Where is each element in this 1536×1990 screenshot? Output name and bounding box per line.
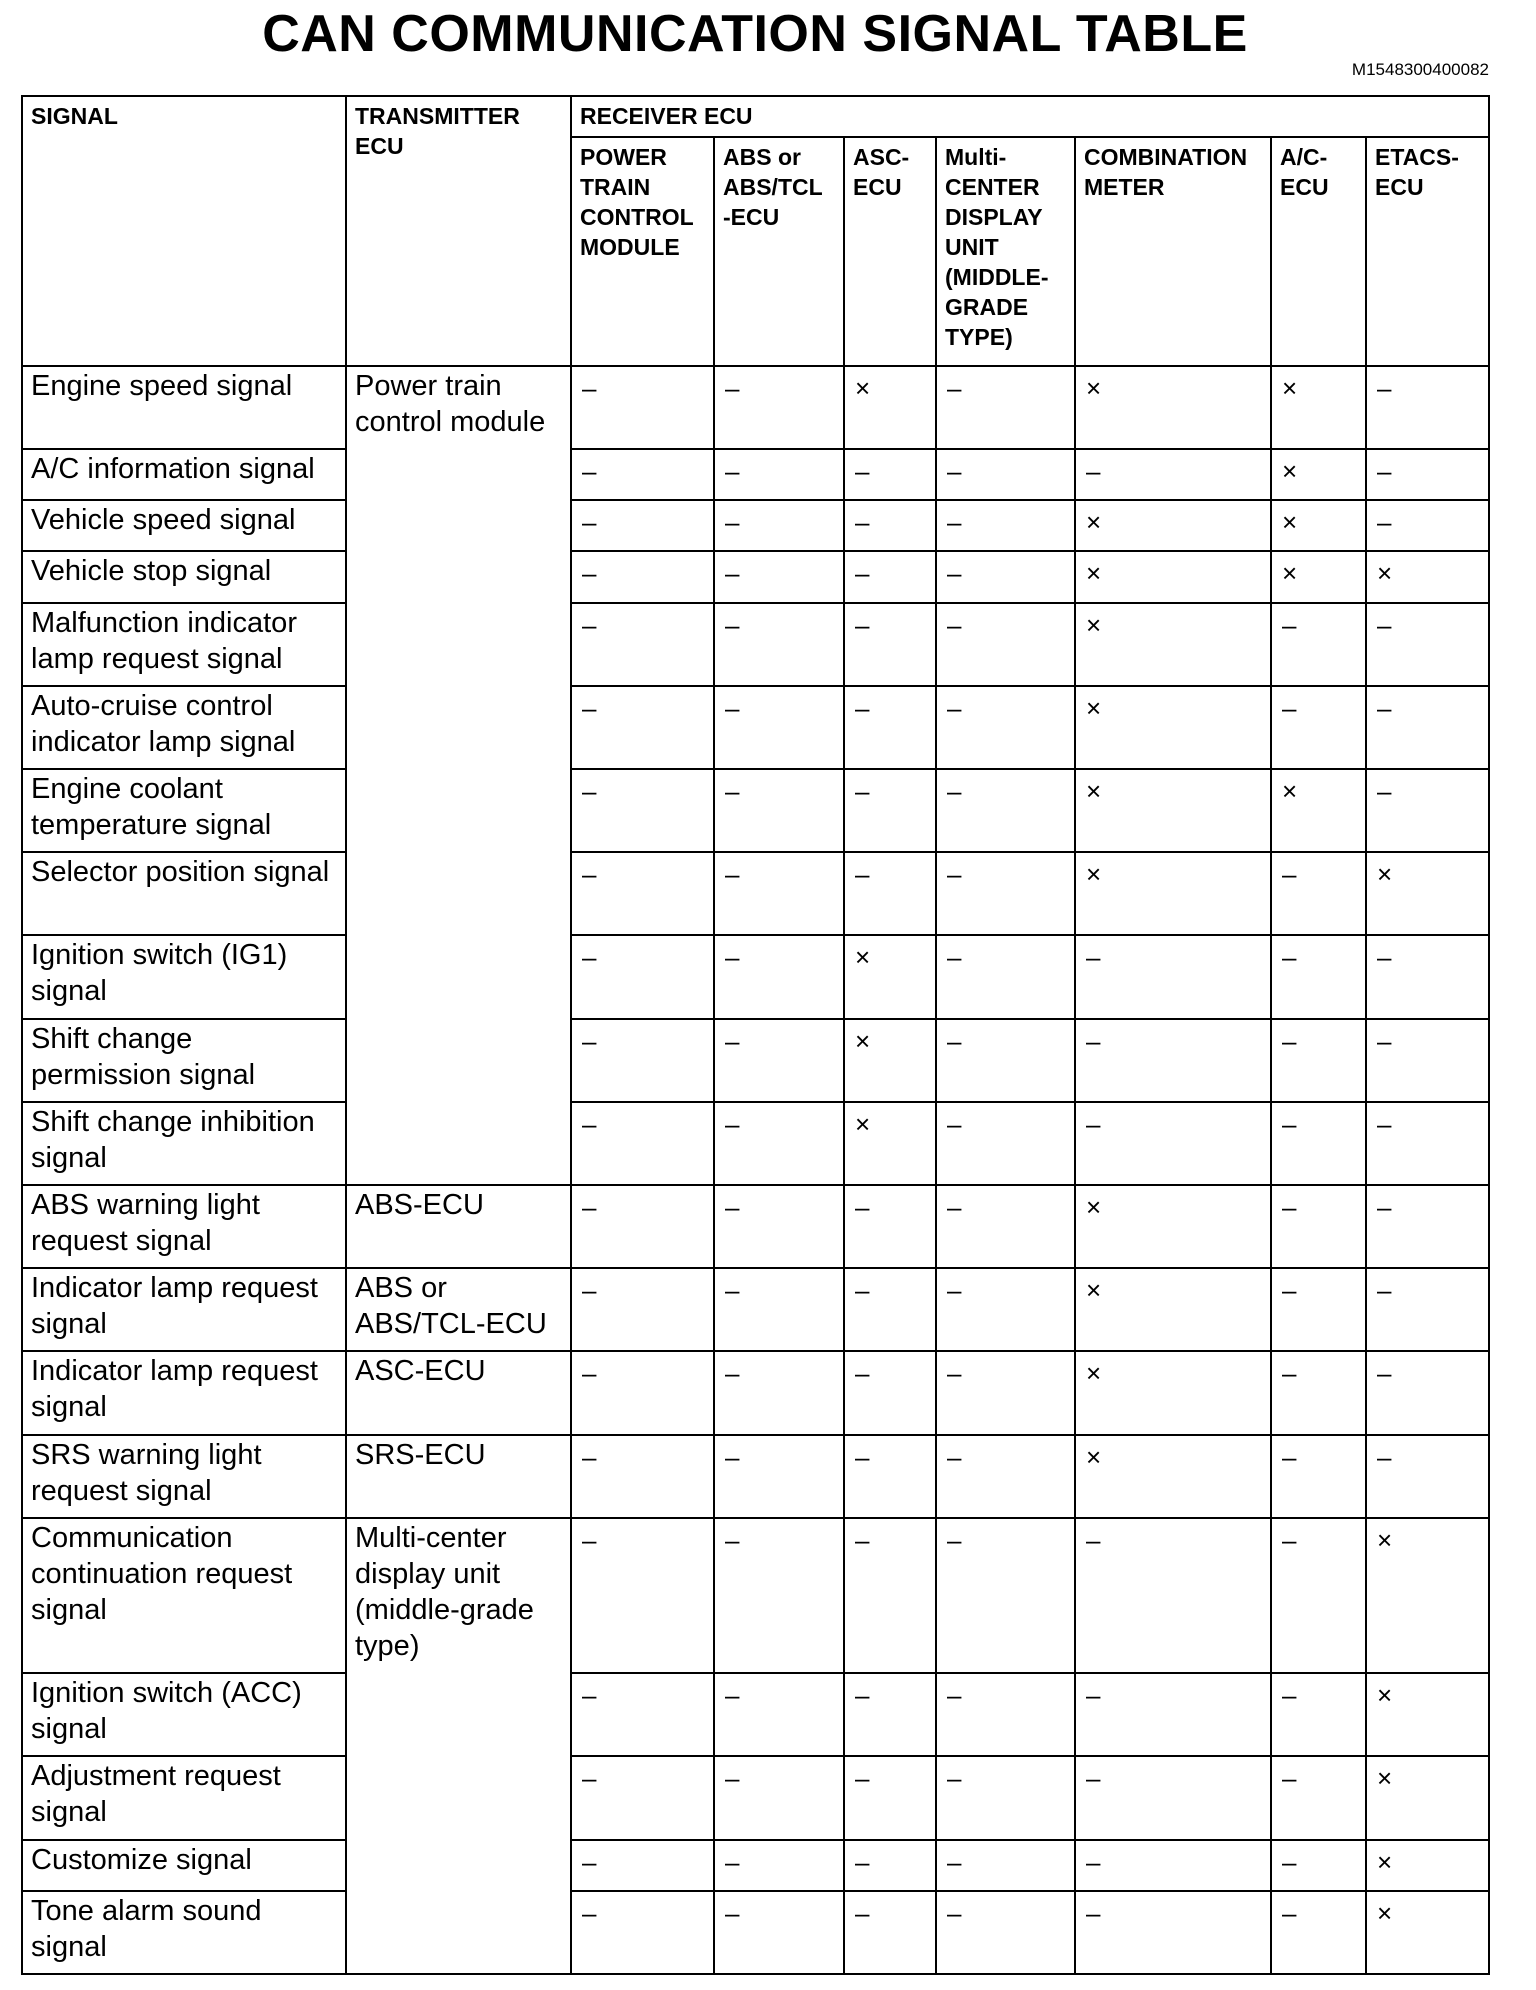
- receiver-mark-cell: –: [936, 1673, 1075, 1756]
- receiver-mark-cell: –: [844, 686, 936, 769]
- receiver-mark-cell: –: [714, 935, 844, 1018]
- receiver-mark-cell: –: [714, 769, 844, 852]
- receiver-mark-cell: –: [844, 1185, 936, 1268]
- receiver-mark-cell: –: [714, 551, 844, 602]
- receiver-mark-cell: –: [1366, 366, 1489, 449]
- receiver-mark-cell: –: [714, 366, 844, 449]
- receiver-mark-cell: –: [1271, 1351, 1366, 1434]
- receiver-mark-cell: –: [844, 1435, 936, 1518]
- signal-name-cell: Malfunction indicator lamp request signal: [22, 603, 346, 686]
- receiver-mark-cell: –: [714, 1019, 844, 1102]
- receiver-mark-cell: –: [1075, 1840, 1271, 1891]
- receiver-mark-cell: ×: [1366, 1840, 1489, 1891]
- receiver-mark-cell: ×: [1366, 1518, 1489, 1673]
- page-title: CAN COMMUNICATION SIGNAL TABLE: [262, 5, 1248, 63]
- receiver-mark-cell: –: [714, 1840, 844, 1891]
- receiver-mark-cell: –: [571, 603, 714, 686]
- receiver-mark-cell: –: [1271, 935, 1366, 1018]
- receiver-mark-cell: –: [714, 1518, 844, 1673]
- table-row: [22, 1435, 1489, 1518]
- signal-name-cell: Vehicle speed signal: [22, 500, 346, 551]
- transmitter-ecu-cell: SRS-ECU: [346, 1435, 571, 1518]
- can-signal-table: [21, 95, 1490, 1975]
- receiver-mark-cell: –: [844, 1891, 936, 1974]
- receiver-mark-cell: –: [844, 500, 936, 551]
- header-receiver-combination-meter: COMBINATION METER: [1075, 137, 1271, 366]
- table-row: [22, 449, 1489, 500]
- receiver-mark-cell: ×: [844, 935, 936, 1018]
- receiver-mark-cell: ×: [1075, 852, 1271, 935]
- receiver-mark-cell: –: [1366, 500, 1489, 551]
- signal-name-cell: Ignition switch (IG1) signal: [22, 935, 346, 1018]
- receiver-mark-cell: –: [714, 1435, 844, 1518]
- table-row: [22, 366, 1489, 449]
- receiver-mark-cell: –: [1366, 1102, 1489, 1185]
- receiver-mark-cell: –: [571, 769, 714, 852]
- receiver-mark-cell: ×: [1075, 603, 1271, 686]
- table-row: [22, 935, 1489, 1018]
- signal-name-cell: Vehicle stop signal: [22, 551, 346, 602]
- receiver-mark-cell: –: [936, 686, 1075, 769]
- receiver-mark-cell: –: [1271, 686, 1366, 769]
- receiver-mark-cell: ×: [844, 366, 936, 449]
- receiver-mark-cell: ×: [1075, 686, 1271, 769]
- receiver-mark-cell: –: [714, 1891, 844, 1974]
- receiver-mark-cell: –: [714, 1756, 844, 1839]
- receiver-mark-cell: –: [1271, 1185, 1366, 1268]
- table-row: [22, 1840, 1489, 1891]
- receiver-mark-cell: ×: [1271, 769, 1366, 852]
- receiver-mark-cell: –: [844, 1756, 936, 1839]
- receiver-mark-cell: –: [714, 500, 844, 551]
- receiver-mark-cell: –: [936, 1268, 1075, 1351]
- receiver-mark-cell: –: [571, 686, 714, 769]
- signal-name-cell: Shift change inhibition signal: [22, 1102, 346, 1185]
- receiver-mark-cell: ×: [1366, 1673, 1489, 1756]
- receiver-mark-cell: –: [571, 1840, 714, 1891]
- receiver-mark-cell: –: [936, 366, 1075, 449]
- document-id: M1548300400082: [1351, 60, 1489, 79]
- receiver-mark-cell: –: [936, 1840, 1075, 1891]
- table-row: [22, 1891, 1489, 1974]
- receiver-mark-cell: –: [1366, 1268, 1489, 1351]
- receiver-mark-cell: –: [936, 1756, 1075, 1839]
- receiver-mark-cell: –: [571, 1435, 714, 1518]
- receiver-mark-cell: –: [714, 686, 844, 769]
- receiver-mark-cell: –: [571, 852, 714, 935]
- receiver-mark-cell: –: [936, 500, 1075, 551]
- table-row: [22, 852, 1489, 935]
- receiver-mark-cell: ×: [1075, 500, 1271, 551]
- receiver-mark-cell: –: [714, 852, 844, 935]
- receiver-mark-cell: –: [844, 852, 936, 935]
- receiver-mark-cell: –: [1075, 935, 1271, 1018]
- receiver-mark-cell: –: [1366, 935, 1489, 1018]
- receiver-mark-cell: –: [936, 1351, 1075, 1434]
- receiver-mark-cell: –: [1075, 1102, 1271, 1185]
- receiver-mark-cell: –: [1075, 1891, 1271, 1974]
- receiver-mark-cell: ×: [1366, 1756, 1489, 1839]
- receiver-mark-cell: –: [1271, 1673, 1366, 1756]
- receiver-mark-cell: –: [936, 935, 1075, 1018]
- receiver-mark-cell: ×: [1366, 551, 1489, 602]
- signal-name-cell: Tone alarm sound signal: [22, 1891, 346, 1974]
- signal-name-cell: Selector position signal: [22, 852, 346, 935]
- receiver-mark-cell: –: [844, 1673, 936, 1756]
- receiver-mark-cell: ×: [1366, 852, 1489, 935]
- receiver-mark-cell: –: [571, 1102, 714, 1185]
- signal-name-cell: Engine speed signal: [22, 366, 346, 449]
- receiver-mark-cell: –: [1271, 1102, 1366, 1185]
- signal-name-cell: Ignition switch (ACC) signal: [22, 1673, 346, 1756]
- table-row: [22, 769, 1489, 852]
- receiver-mark-cell: –: [1366, 1185, 1489, 1268]
- signal-name-cell: A/C information signal: [22, 449, 346, 500]
- header-signal: SIGNAL: [22, 96, 346, 366]
- receiver-mark-cell: –: [1366, 449, 1489, 500]
- transmitter-ecu-cell: Multi-center display unit (middle-grade type): [346, 1518, 571, 1974]
- receiver-mark-cell: –: [936, 1435, 1075, 1518]
- receiver-mark-cell: –: [1271, 603, 1366, 686]
- signal-name-cell: Communication continuation request signal: [22, 1518, 346, 1673]
- receiver-mark-cell: –: [571, 449, 714, 500]
- receiver-mark-cell: –: [1271, 1268, 1366, 1351]
- table-row: [22, 1268, 1489, 1351]
- receiver-mark-cell: –: [936, 1102, 1075, 1185]
- receiver-mark-cell: ×: [844, 1019, 936, 1102]
- receiver-mark-cell: –: [844, 603, 936, 686]
- receiver-mark-cell: –: [844, 1840, 936, 1891]
- receiver-mark-cell: –: [571, 935, 714, 1018]
- table-row: [22, 686, 1489, 769]
- transmitter-ecu-cell: Power train control module: [346, 366, 571, 1185]
- receiver-mark-cell: –: [1271, 1019, 1366, 1102]
- receiver-mark-cell: –: [1271, 1756, 1366, 1839]
- receiver-mark-cell: –: [1366, 1019, 1489, 1102]
- header-receiver-multi-center-display: Multi- CENTER DISPLAY UNIT (MIDDLE- GRADE TYPE): [936, 137, 1075, 366]
- header-receiver-abs: ABS or ABS/TCL -ECU: [714, 137, 844, 366]
- receiver-mark-cell: –: [844, 449, 936, 500]
- table-row: [22, 551, 1489, 602]
- table-row: [22, 1019, 1489, 1102]
- receiver-mark-cell: –: [844, 1268, 936, 1351]
- receiver-mark-cell: –: [714, 1102, 844, 1185]
- signal-rows: [22, 366, 1489, 1974]
- receiver-mark-cell: –: [936, 1185, 1075, 1268]
- receiver-mark-cell: –: [1366, 1351, 1489, 1434]
- receiver-mark-cell: –: [1271, 1891, 1366, 1974]
- receiver-mark-cell: –: [1271, 852, 1366, 935]
- receiver-mark-cell: –: [714, 1268, 844, 1351]
- signal-name-cell: Customize signal: [22, 1840, 346, 1891]
- transmitter-ecu-cell: ABS-ECU: [346, 1185, 571, 1268]
- signal-name-cell: SRS warning light request signal: [22, 1435, 346, 1518]
- table-row: [22, 603, 1489, 686]
- table-row: [22, 1351, 1489, 1434]
- receiver-mark-cell: –: [1075, 1518, 1271, 1673]
- receiver-mark-cell: –: [571, 551, 714, 602]
- receiver-mark-cell: ×: [1075, 551, 1271, 602]
- signal-name-cell: Adjustment request signal: [22, 1756, 346, 1839]
- receiver-mark-cell: –: [936, 1518, 1075, 1673]
- receiver-mark-cell: –: [714, 603, 844, 686]
- receiver-mark-cell: –: [714, 449, 844, 500]
- receiver-mark-cell: ×: [844, 1102, 936, 1185]
- receiver-mark-cell: ×: [1271, 500, 1366, 551]
- receiver-mark-cell: –: [936, 852, 1075, 935]
- receiver-mark-cell: ×: [1075, 366, 1271, 449]
- receiver-mark-cell: –: [571, 366, 714, 449]
- table-row: [22, 1673, 1489, 1756]
- receiver-mark-cell: –: [571, 1019, 714, 1102]
- table-row: [22, 1185, 1489, 1268]
- receiver-mark-cell: ×: [1075, 1435, 1271, 1518]
- receiver-mark-cell: –: [936, 769, 1075, 852]
- header-transmitter-ecu: TRANSMITTER ECU: [346, 96, 571, 366]
- signal-name-cell: Auto-cruise control indicator lamp signal: [22, 686, 346, 769]
- receiver-mark-cell: –: [1366, 603, 1489, 686]
- receiver-mark-cell: ×: [1366, 1891, 1489, 1974]
- table-row: [22, 500, 1489, 551]
- header-receiver-asc: ASC- ECU: [844, 137, 936, 366]
- receiver-mark-cell: –: [571, 1351, 714, 1434]
- header-receiver-ecu: RECEIVER ECU: [571, 96, 1489, 137]
- receiver-mark-cell: –: [1075, 449, 1271, 500]
- receiver-mark-cell: –: [844, 769, 936, 852]
- signal-name-cell: Indicator lamp request signal: [22, 1351, 346, 1434]
- receiver-mark-cell: –: [571, 500, 714, 551]
- receiver-mark-cell: –: [571, 1518, 714, 1673]
- signal-name-cell: Shift change permission signal: [22, 1019, 346, 1102]
- receiver-mark-cell: –: [844, 1351, 936, 1434]
- receiver-mark-cell: –: [1075, 1756, 1271, 1839]
- receiver-mark-cell: –: [571, 1268, 714, 1351]
- receiver-mark-cell: –: [936, 1891, 1075, 1974]
- receiver-mark-cell: –: [714, 1185, 844, 1268]
- receiver-mark-cell: ×: [1075, 1268, 1271, 1351]
- receiver-mark-cell: –: [844, 551, 936, 602]
- receiver-mark-cell: ×: [1075, 1351, 1271, 1434]
- receiver-mark-cell: ×: [1075, 1185, 1271, 1268]
- receiver-mark-cell: –: [714, 1673, 844, 1756]
- receiver-mark-cell: –: [571, 1185, 714, 1268]
- receiver-mark-cell: –: [844, 1518, 936, 1673]
- receiver-mark-cell: ×: [1271, 366, 1366, 449]
- receiver-mark-cell: –: [1366, 769, 1489, 852]
- signal-name-cell: Engine coolant temperature signal: [22, 769, 346, 852]
- transmitter-ecu-cell: ASC-ECU: [346, 1351, 571, 1434]
- signal-name-cell: Indicator lamp request signal: [22, 1268, 346, 1351]
- table-row: [22, 1102, 1489, 1185]
- receiver-mark-cell: ×: [1271, 551, 1366, 602]
- receiver-mark-cell: –: [1366, 1435, 1489, 1518]
- receiver-mark-cell: –: [714, 1351, 844, 1434]
- table-row: [22, 1756, 1489, 1839]
- receiver-mark-cell: –: [936, 449, 1075, 500]
- header-receiver-ac: A/C- ECU: [1271, 137, 1366, 366]
- table-row: [22, 1518, 1489, 1673]
- receiver-mark-cell: –: [936, 551, 1075, 602]
- receiver-mark-cell: –: [1075, 1019, 1271, 1102]
- receiver-mark-cell: –: [1271, 1840, 1366, 1891]
- header-receiver-powertrain: POWER TRAIN CONTROL MODULE: [571, 137, 714, 366]
- receiver-mark-cell: –: [571, 1673, 714, 1756]
- header-receiver-etacs: ETACS- ECU: [1366, 137, 1489, 366]
- receiver-mark-cell: –: [936, 603, 1075, 686]
- receiver-mark-cell: ×: [1271, 449, 1366, 500]
- receiver-mark-cell: –: [571, 1756, 714, 1839]
- receiver-mark-cell: –: [1366, 686, 1489, 769]
- receiver-mark-cell: –: [1271, 1518, 1366, 1673]
- receiver-mark-cell: ×: [1075, 769, 1271, 852]
- receiver-mark-cell: –: [1271, 1435, 1366, 1518]
- transmitter-ecu-cell: ABS or ABS/TCL-ECU: [346, 1268, 571, 1351]
- receiver-mark-cell: –: [571, 1891, 714, 1974]
- signal-name-cell: ABS warning light request signal: [22, 1185, 346, 1268]
- receiver-mark-cell: –: [936, 1019, 1075, 1102]
- receiver-mark-cell: –: [1075, 1673, 1271, 1756]
